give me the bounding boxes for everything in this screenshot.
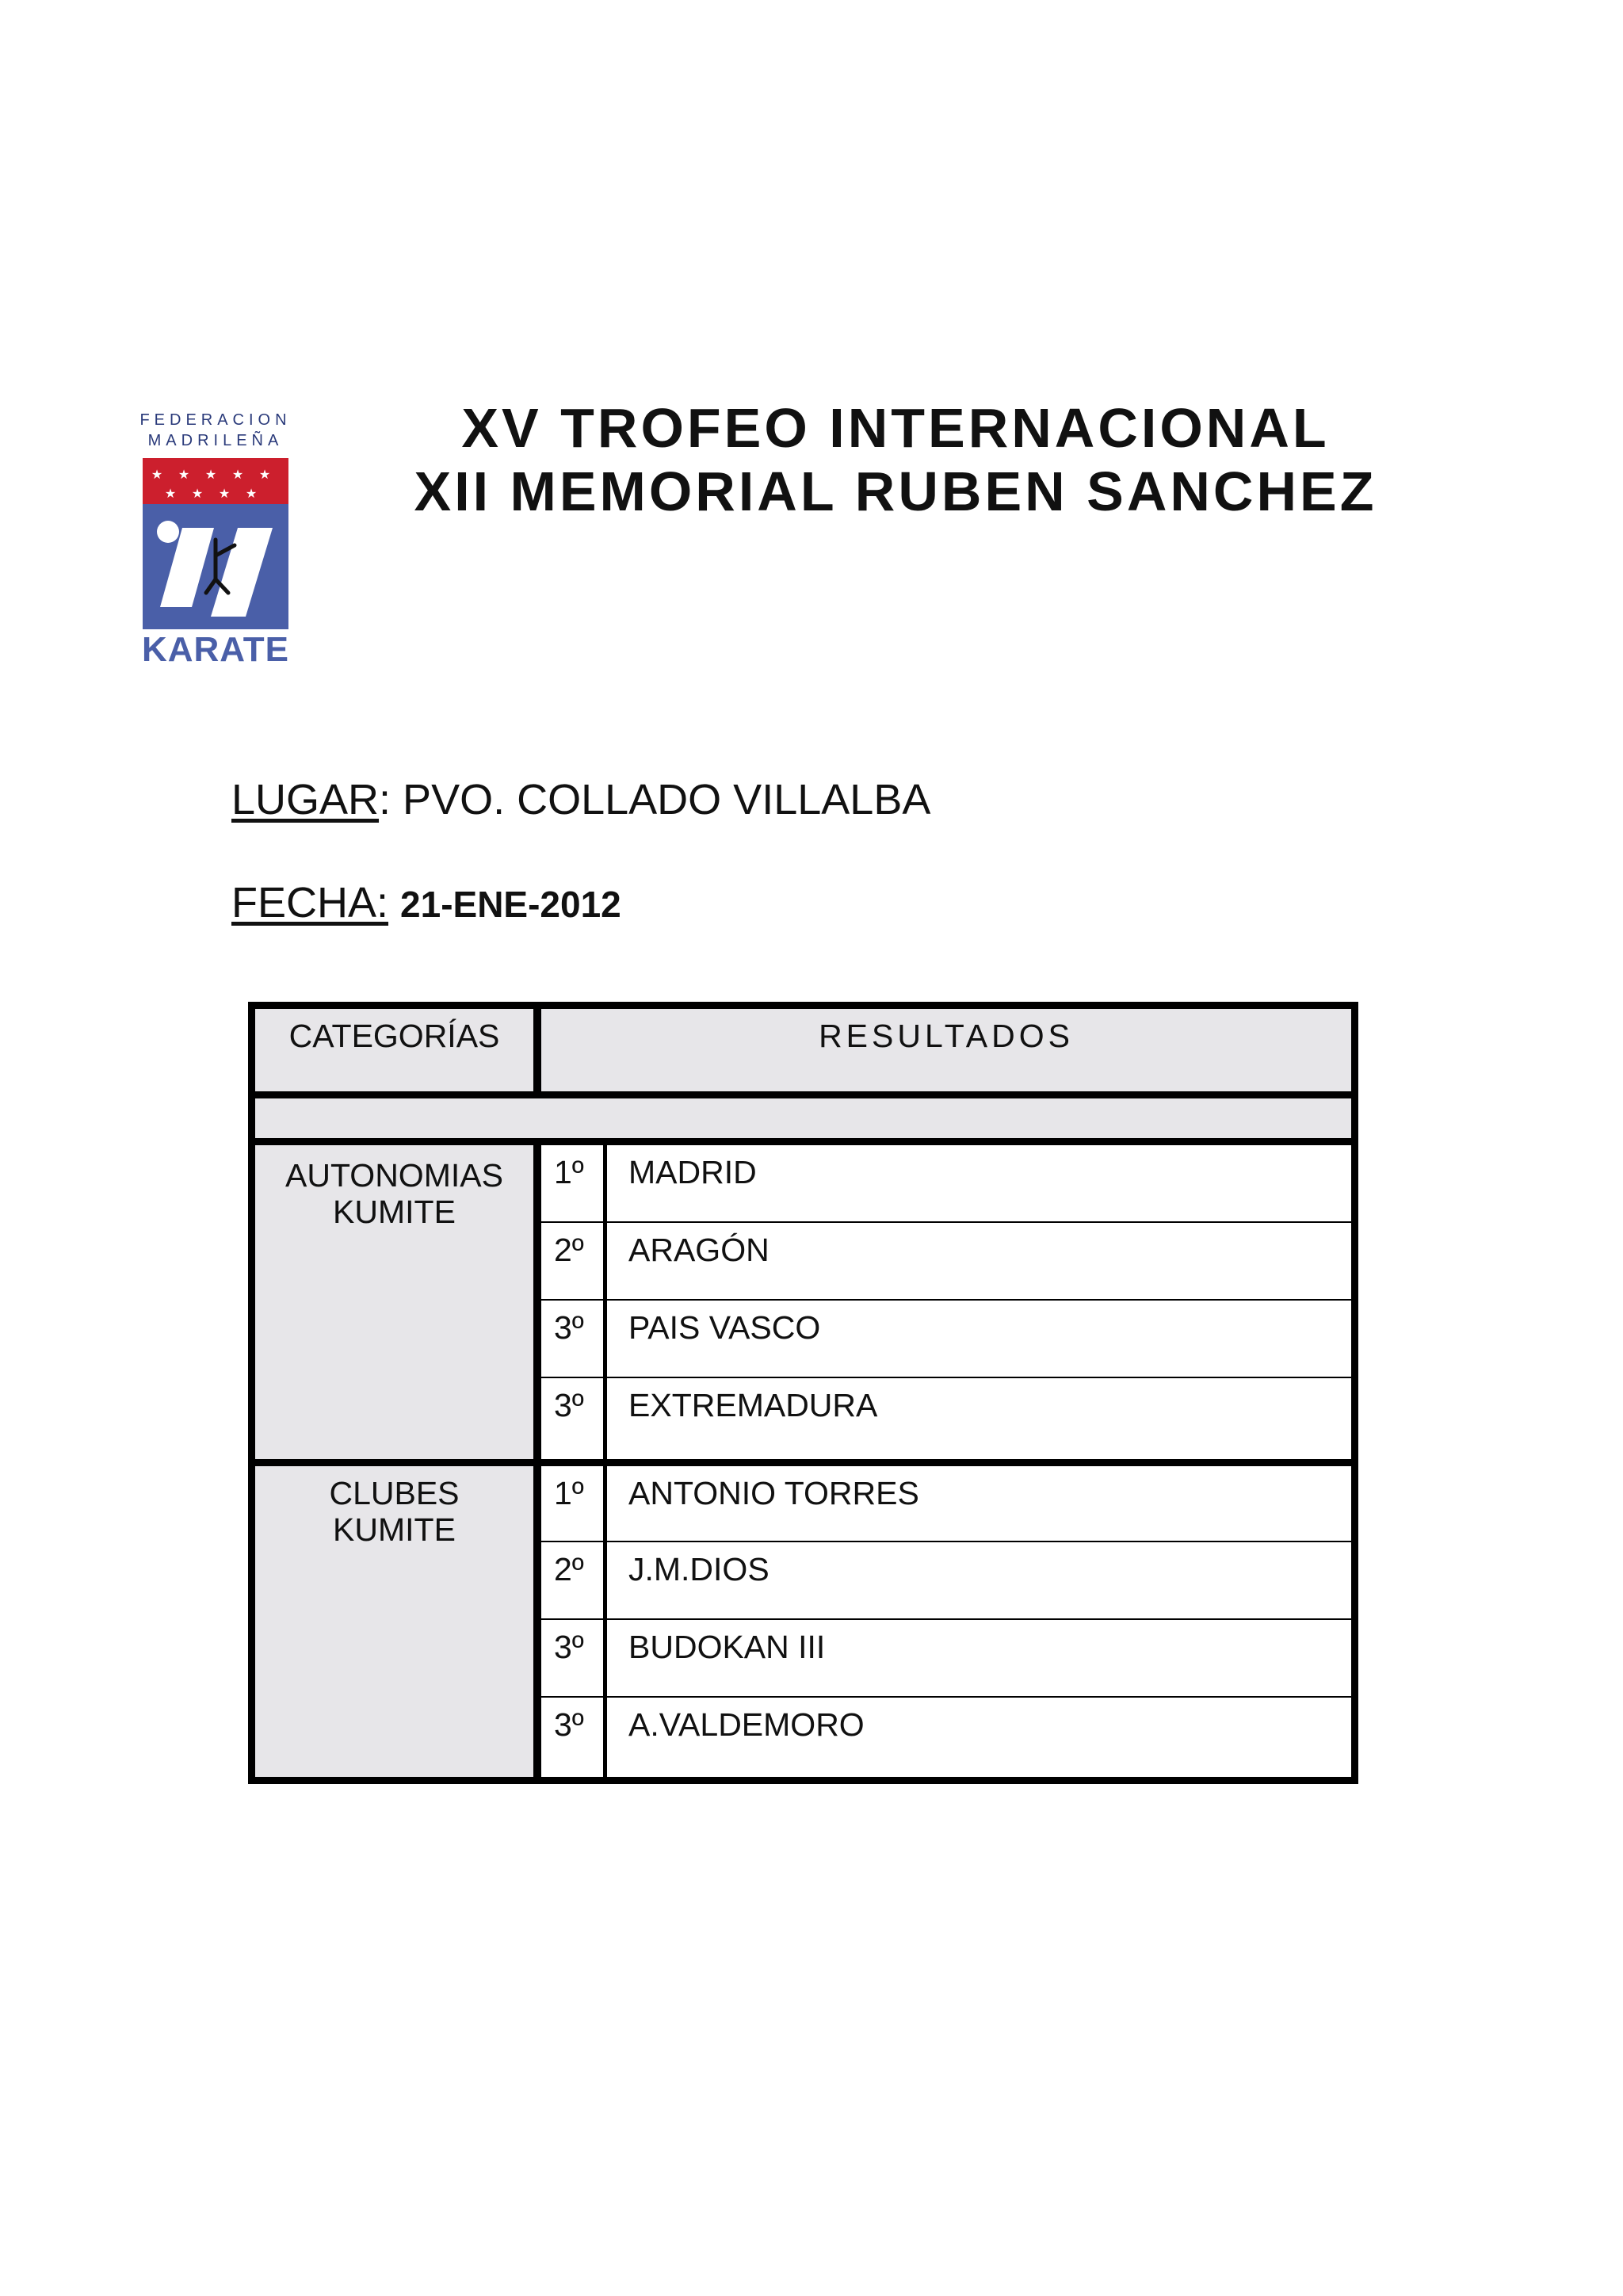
team-name: BUDOKAN III [628, 1629, 826, 1665]
team-name: ANTONIO TORRES [628, 1475, 919, 1511]
place: 1º [554, 1154, 584, 1190]
category-label-line2: KUMITE [333, 1194, 456, 1230]
team-name: ARAGÓN [628, 1232, 769, 1268]
svg-text:★: ★ [151, 467, 163, 482]
place: 3º [554, 1706, 584, 1743]
table-row [541, 1378, 1351, 1459]
fecha-label: FECHA: [231, 879, 389, 926]
table-row [541, 1145, 1351, 1221]
fecha-line [231, 878, 621, 927]
table-row [541, 1466, 1351, 1541]
header-categories-cell [255, 1009, 533, 1091]
team-name: PAIS VASCO [628, 1309, 821, 1346]
svg-text:★: ★ [258, 467, 271, 482]
category-label-line2: KUMITE [333, 1511, 456, 1548]
place: 3º [554, 1387, 584, 1423]
header-results: RESULTADOS [819, 1018, 1074, 1054]
lugar-label: LUGAR [231, 776, 380, 823]
table-row [541, 1698, 1351, 1777]
table-row [541, 1301, 1351, 1377]
header-categories: CATEGORÍAS [288, 1018, 500, 1054]
logo-bottom-text: KARATE [141, 630, 290, 669]
table-row [541, 1620, 1351, 1696]
category-label-line1: CLUBES [329, 1475, 460, 1511]
lugar-line [231, 775, 930, 824]
column-divider [603, 1466, 607, 1777]
svg-text:★: ★ [164, 486, 177, 501]
table-row [541, 1542, 1351, 1618]
svg-text:★: ★ [218, 486, 231, 501]
logo-dot [157, 521, 179, 543]
svg-text:★: ★ [178, 467, 190, 482]
title-line-2: XII MEMORIAL RUBEN SANCHEZ [414, 460, 1377, 522]
team-name: EXTREMADURA [628, 1387, 878, 1423]
category-cell [255, 1145, 533, 1459]
document-title [380, 396, 1411, 523]
place: 2º [554, 1551, 584, 1587]
header-results-cell [541, 1009, 1351, 1091]
team-name: A.VALDEMORO [628, 1706, 865, 1743]
team-name: J.M.DIOS [628, 1551, 769, 1587]
fecha-value: 21-ENE-2012 [400, 884, 621, 925]
table-row [541, 1223, 1351, 1299]
team-name: MADRID [628, 1154, 757, 1190]
spacer-row [255, 1098, 1351, 1138]
place: 2º [554, 1232, 584, 1268]
lugar-value: : PVO. COLLADO VILLALBA [379, 776, 931, 823]
results-table [248, 1002, 1358, 1784]
category-cell [255, 1466, 533, 1777]
federation-logo [136, 409, 295, 670]
svg-text:★: ★ [191, 486, 204, 501]
place: 3º [554, 1629, 584, 1665]
title-line-1: XV TROFEO INTERNACIONAL [461, 397, 1330, 459]
svg-text:★: ★ [245, 486, 258, 501]
place: 3º [554, 1309, 584, 1346]
place: 1º [554, 1475, 584, 1511]
column-divider [603, 1145, 607, 1459]
svg-text:★: ★ [204, 467, 217, 482]
category-label-line1: AUTONOMIAS [285, 1157, 503, 1194]
logo-top-text-1: FEDERACION [139, 411, 292, 429]
logo-top-text-2: MADRILEÑA [147, 432, 284, 449]
svg-text:★: ★ [231, 467, 244, 482]
